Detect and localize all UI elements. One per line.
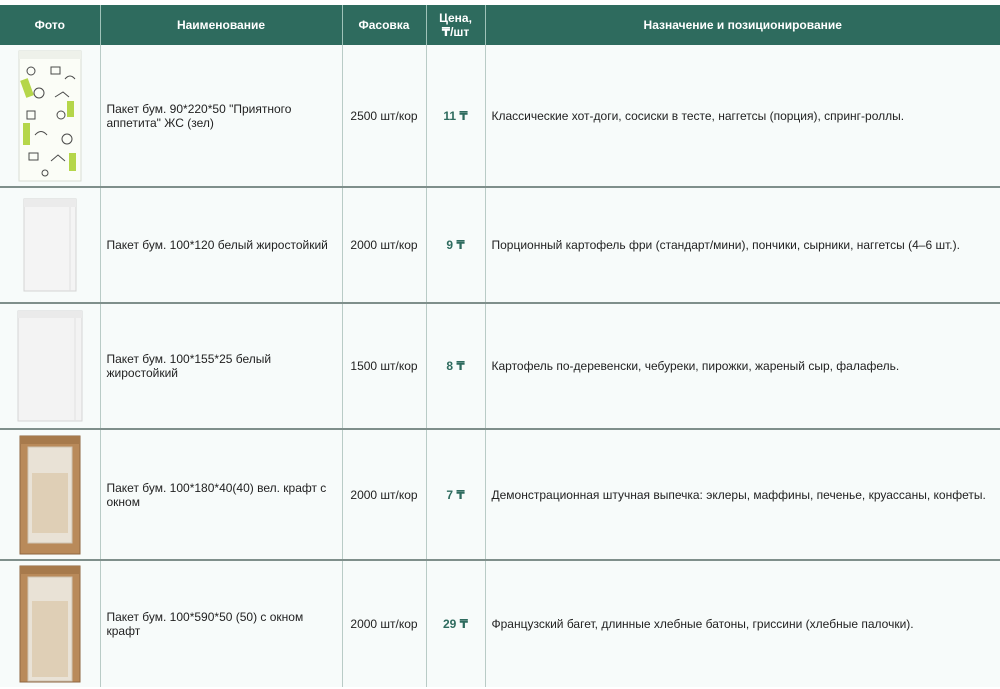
table-row xyxy=(0,429,1000,560)
photo-cell xyxy=(0,303,100,429)
product-purpose: Классические хот-доги, сосиски в тесте, наггетсы (порция), спринг-роллы. xyxy=(485,45,1000,187)
product-name: Пакет бум. 100*590*50 (50) с окном крафт xyxy=(100,560,342,687)
header-purpose: Назначение и позиционирование xyxy=(485,5,1000,45)
product-name: Пакет бум. 100*155*25 белый жиростойкий xyxy=(100,303,342,429)
product-purpose: Демонстрационная штучная выпечка: эклеры, маффины, печенье, круассаны, конфеты. xyxy=(485,429,1000,560)
product-purpose: Французский багет, длинные хлебные батоны, гриссини (хлебные палочки). xyxy=(485,560,1000,687)
white-paper-bag-image xyxy=(20,195,80,295)
product-purpose: Картофель по-деревенски, чебуреки, пирожки, жареный сыр, фалафель. xyxy=(485,303,1000,429)
product-table xyxy=(0,5,1000,687)
header-pack: Фасовка xyxy=(342,5,426,45)
kraft-window-bag-image xyxy=(17,433,83,557)
product-pack: 2000 шт/кор xyxy=(342,187,426,303)
table-row xyxy=(0,560,1000,687)
product-price: 7 ₸ xyxy=(426,429,485,560)
product-purpose: Порционный картофель фри (стандарт/мини), пончики, сырники, наггетсы (4–6 шт.). xyxy=(485,187,1000,303)
photo-cell xyxy=(0,429,100,560)
product-price: 29 ₸ xyxy=(426,560,485,687)
table-row xyxy=(0,45,1000,187)
table-row xyxy=(0,303,1000,429)
product-name: Пакет бум. 100*120 белый жиростойкий xyxy=(100,187,342,303)
header-price xyxy=(426,5,485,45)
header-photo: Фото xyxy=(0,5,100,45)
header-price-line1: Цена, xyxy=(439,11,472,25)
product-name: Пакет бум. 100*180*40(40) вел. крафт с окном xyxy=(100,429,342,560)
product-pack: 2000 шт/кор xyxy=(342,429,426,560)
product-name: Пакет бум. 90*220*50 "Приятного аппетита" ЖС (зел) xyxy=(100,45,342,187)
header-name: Наименование xyxy=(100,5,342,45)
product-pack: 1500 шт/кор xyxy=(342,303,426,429)
product-price: 8 ₸ xyxy=(426,303,485,429)
header-price-line2: ₸/шт xyxy=(441,25,470,39)
photo-cell xyxy=(0,187,100,303)
product-price: 11 ₸ xyxy=(426,45,485,187)
product-price: 9 ₸ xyxy=(426,187,485,303)
photo-cell xyxy=(0,45,100,187)
product-pack: 2500 шт/кор xyxy=(342,45,426,187)
product-pack: 2000 шт/кор xyxy=(342,560,426,687)
printed-paper-bag-image xyxy=(17,49,83,183)
table-header-row xyxy=(0,5,1000,45)
kraft-window-bag-image xyxy=(17,563,83,685)
table-row xyxy=(0,187,1000,303)
white-paper-bag-image xyxy=(15,308,85,424)
photo-cell xyxy=(0,560,100,687)
